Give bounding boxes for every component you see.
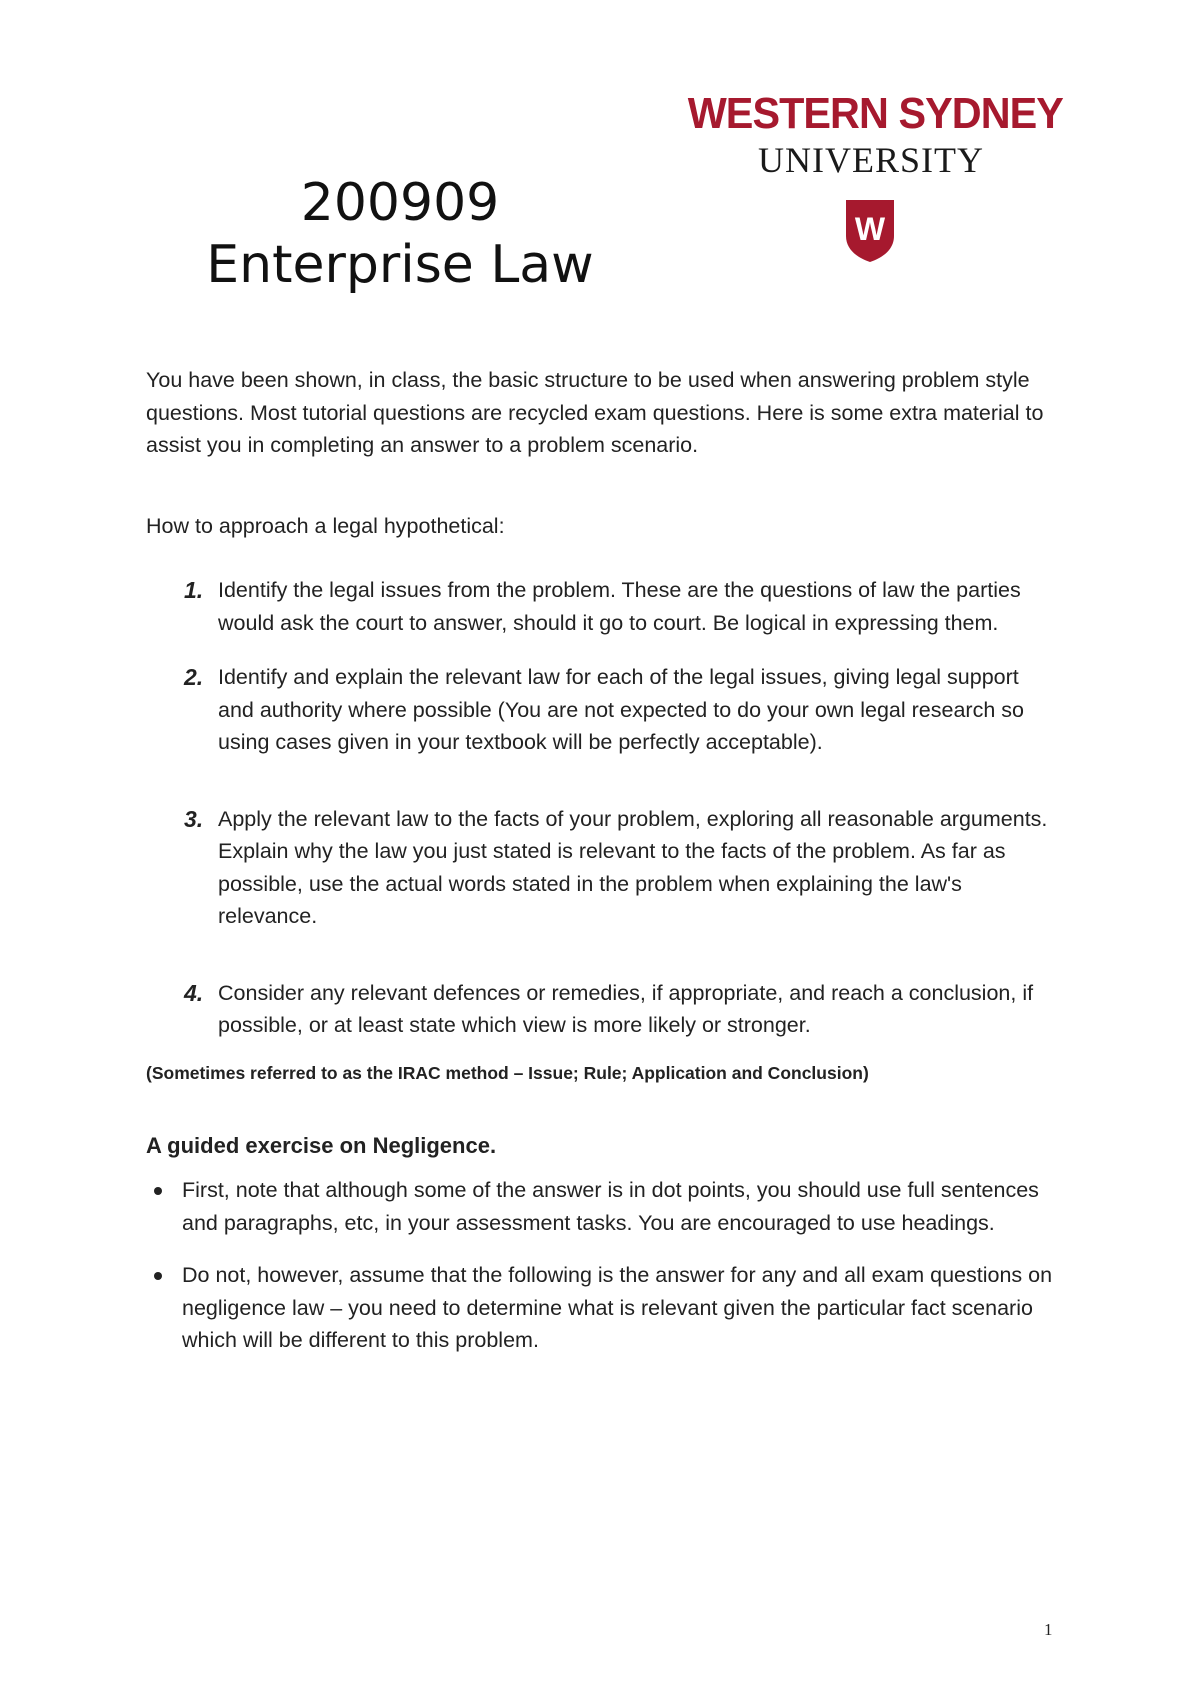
step-item: [146, 977, 1056, 1042]
guided-exercise-heading: A guided exercise on Negligence.: [146, 1132, 497, 1158]
step-number: 3.: [184, 805, 204, 832]
step-number: 4.: [184, 979, 204, 1006]
bullet-text: First, note that although some of the answer is in dot points, you should use full sentences and paragraphs, etc, in your assessment tasks. You are encouraged to use headings.: [182, 1178, 1039, 1235]
step-item: [146, 803, 1056, 933]
approach-heading: How to approach a legal hypothetical:: [146, 513, 505, 538]
intro-paragraph: You have been shown, in class, the basic structure to be used when answering problem style questions. Most tutorial questions are recycled exam questions. Here is some extra material to assist you in completing an answer to a problem scenario.: [146, 368, 1044, 457]
shield-letter: W: [854, 211, 886, 247]
university-logo: [676, 90, 1066, 280]
step-text: Identify the legal issues from the problem. These are the questions of law the parties would ask the court to answer, should it go to court. Be logical in expressing them.: [218, 578, 1021, 635]
step-text: Identify and explain the relevant law for each of the legal issues, giving legal support and authority where possible (You are not expected to do your own legal research so using cases given in your textbook will be perfectly acceptable).: [218, 665, 1024, 754]
document-title: [160, 172, 640, 296]
bullet-item: [146, 1259, 1056, 1357]
step-text: Apply the relevant law to the facts of your problem, exploring all reasonable arguments. Explain why the law you just stated is relevant to the facts of the problem. As far as possible, use the actual words stated in the problem when explaining the law's relevance.: [218, 806, 1048, 928]
step-item: [146, 661, 1056, 759]
course-code: 200909: [300, 173, 500, 233]
irac-note: (Sometimes referred to as the IRAC method – Issue; Rule; Application and Conclusion): [146, 1062, 869, 1083]
logo-university: UNIVERSITY: [758, 140, 984, 180]
step-number: 1.: [184, 577, 204, 603]
step-text: Consider any relevant defences or remedies, if appropriate, and reach a conclusion, if possible, or at least state which view is more likely or stronger.: [218, 980, 1034, 1037]
logo-western-sydney: WESTERN SYDNEY: [687, 89, 1063, 138]
step-item: [146, 574, 1056, 639]
shield-icon: [844, 198, 896, 264]
bullet-text: Do not, however, assume that the following is the answer for any and all exam questions on negligence law – you need to determine what is relevant given the particular fact scenario which will be different to this problem.: [182, 1263, 1053, 1352]
bullet-icon: [154, 1272, 162, 1280]
bullet-item: [146, 1174, 1056, 1239]
course-name: Enterprise Law: [206, 235, 594, 295]
step-number: 2.: [184, 664, 204, 690]
document-body: [146, 364, 1056, 1377]
bullet-icon: [154, 1187, 162, 1195]
page-number: 1: [1044, 1620, 1053, 1639]
